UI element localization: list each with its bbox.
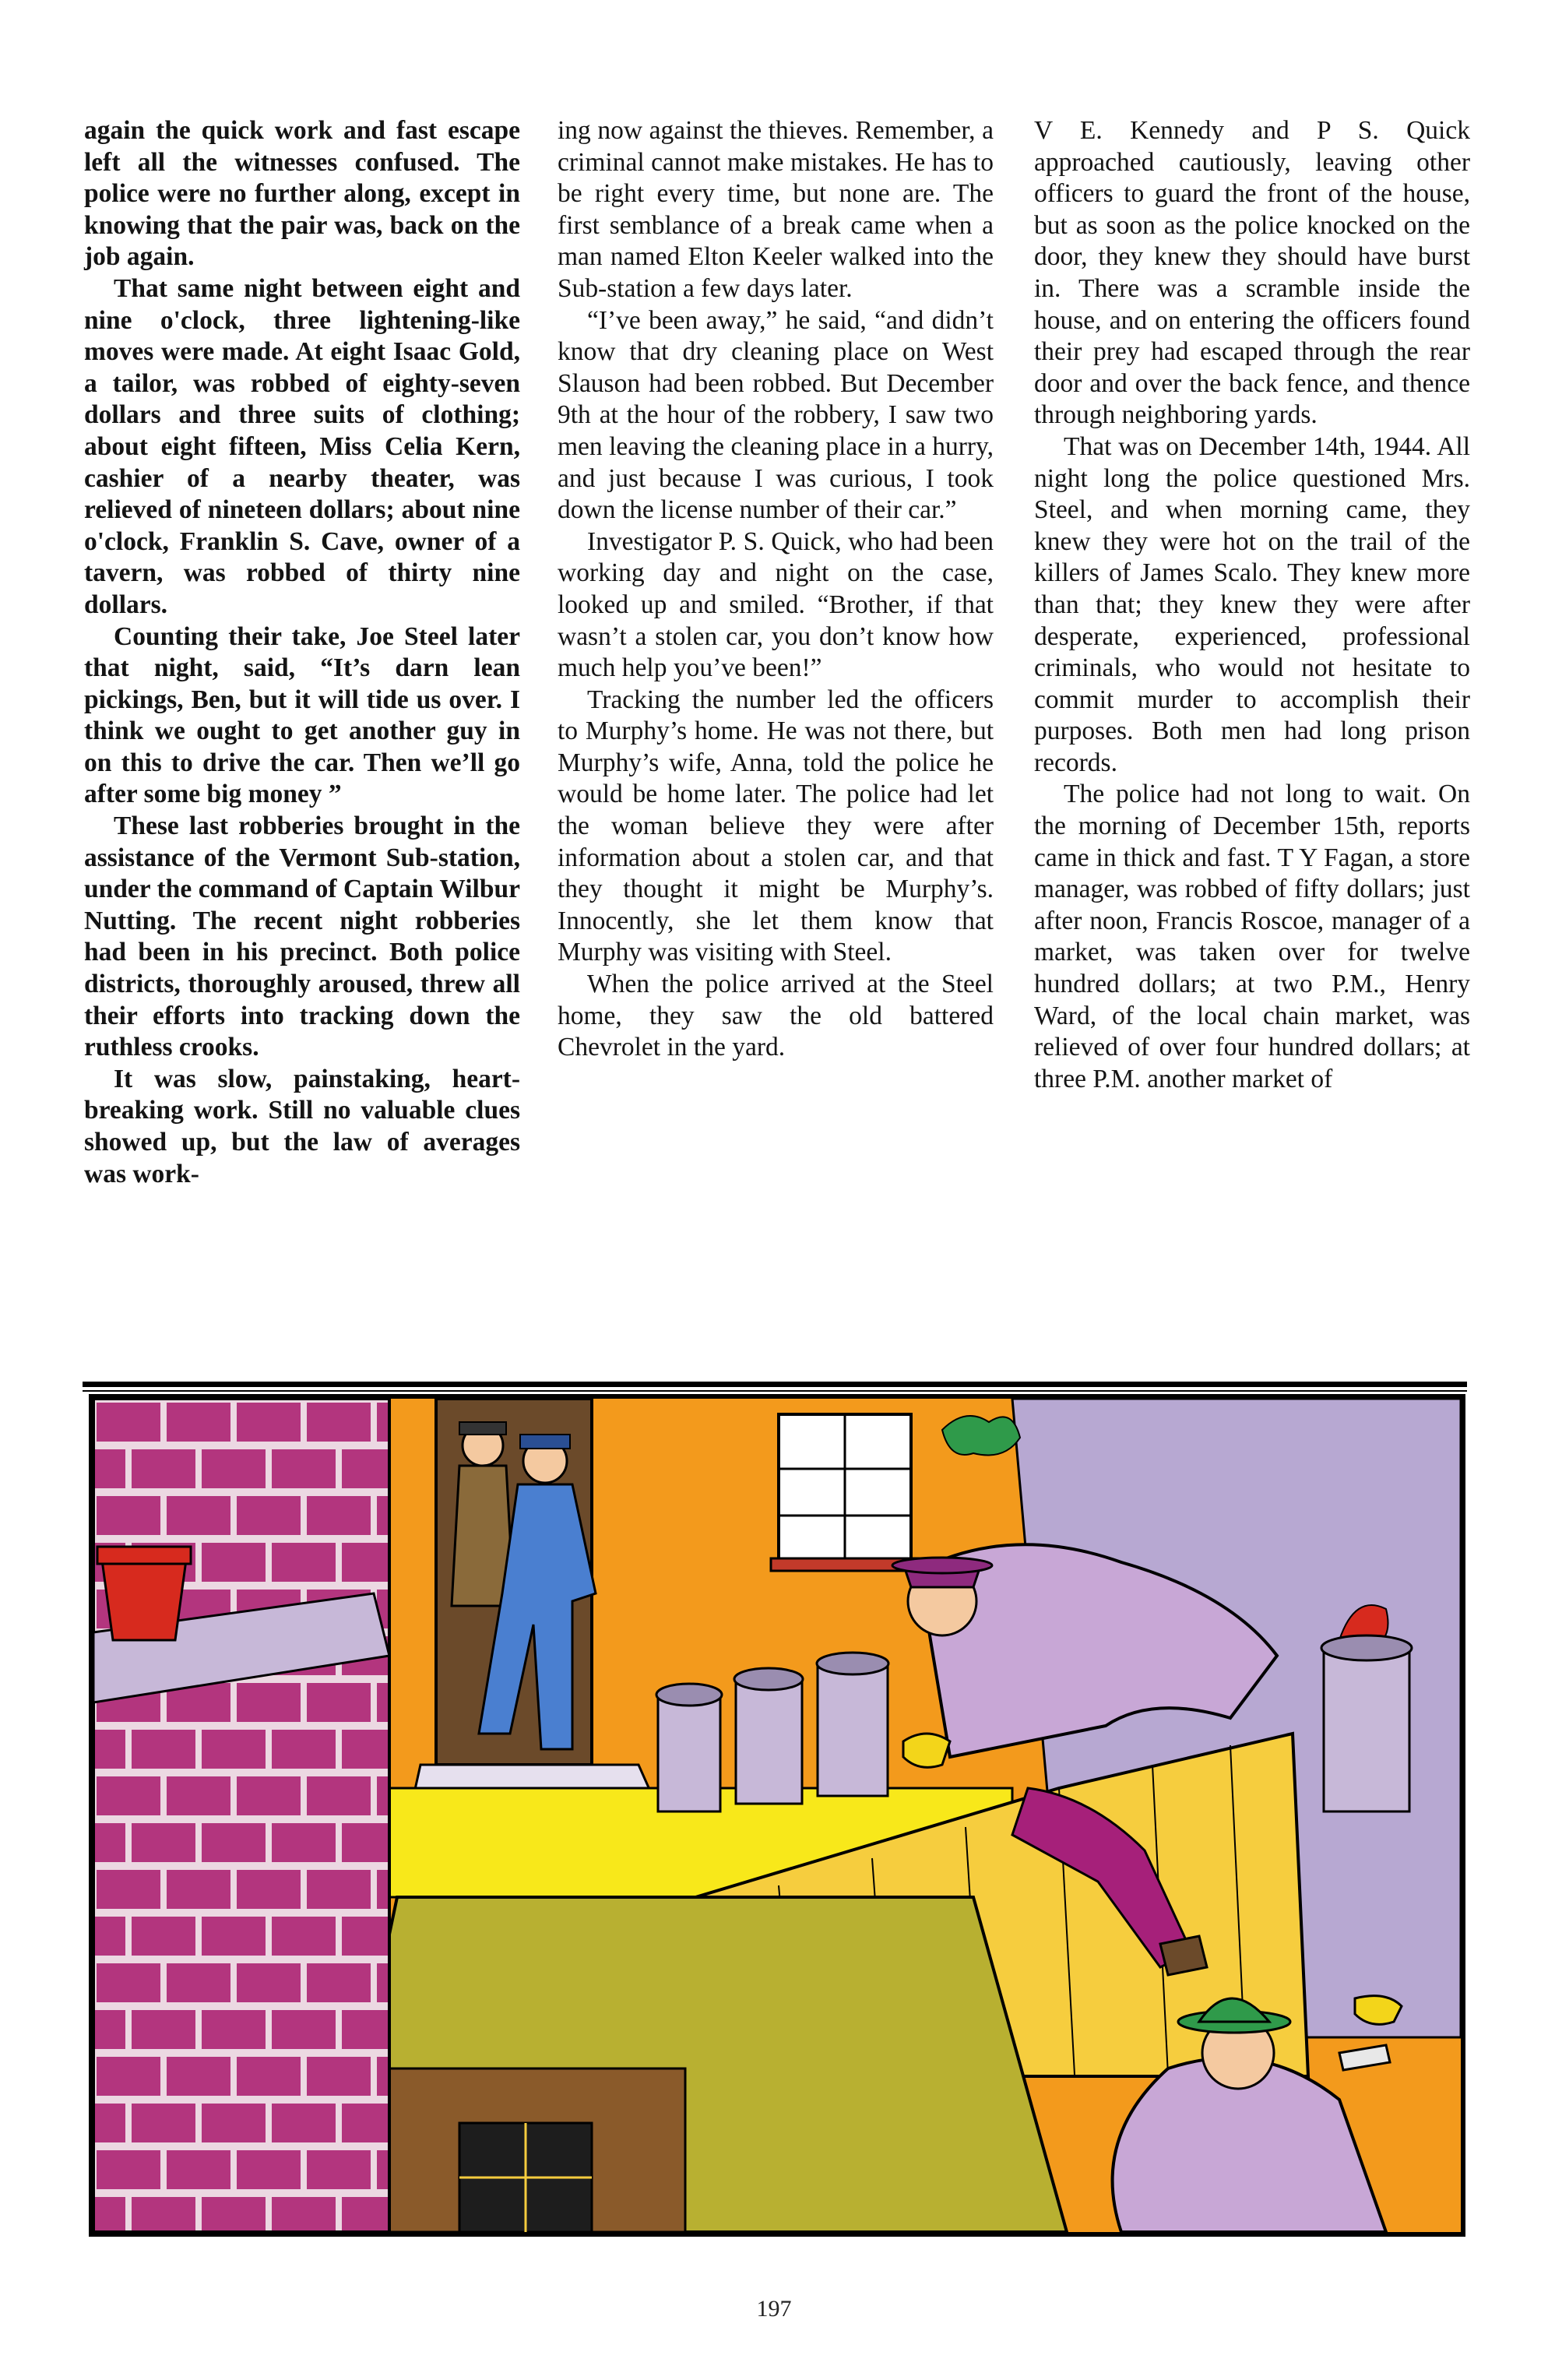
paragraph: Counting their take, Joe Steel later that night, said, “It’s darn lean pickings, Ben, but it will tide us over. I think we ought to get another guy in on this to drive the car. Then we’ll go after some big money ” [84,621,520,809]
text-column-2 [558,115,994,1064]
paragraph: That was on December 14th, 1944. All night long the police questioned Mrs. Steel, and when morning came, they knew they were hot on the trail of the killers of James Scalo. They knew more than that; they knew they were after desperate, experienced, professional criminals, who would not hesitate to commit murder to accomplish their purposes. Both men had long prison records. [1034,431,1470,777]
paragraph: When the police arrived at the Steel home, they saw the old battered Chevrolet in the yard. [558,970,994,1062]
paragraph: ing now against the thieves. Remember, a criminal cannot make mistakes. He has to be right every time, but none are. The first semblance of a break came when a man named Elton Keeler walked into the Sub-station a few days later. [558,116,994,303]
foliage [942,1416,1020,1456]
brick-wall [93,1399,389,2232]
page-number: 197 [756,2296,792,2322]
paragraph: Tracking the number led the officers to Murphy’s home. He was not there, but Murphy’s wife, Anna, told the police he would be home later. The police had let the woman believe they were after information about a stolen car, and that they thought it might be Murphy’s. Innocently, she let them know that Murphy was visiting with Steel. [558,685,994,967]
text-column-3 [1034,115,1470,1095]
paragraph: V E. Kennedy and P S. Quick approached cautiously, leaving other officers to guard the front of the house, but as soon as the police knocked on the door, they knew they should have burst in. There was a scramble inside the house, and on entering the officers found their prey had escaped through the rear door and over the back fence, and thence through neighboring yards. [1034,116,1470,430]
comic-illustration-panel [89,1394,1465,2237]
window [771,1414,919,1571]
paragraph: That same night between eight and nine o'clock, three lightening-like moves were made. At eight Isaac Gold, a tailor, was robbed of eighty-seven dollars and three suits of clothing; about eight fifteen, Miss Celia Kern, cashier of a nearby theater, was relieved of nineteen dollars; about nine o'clock, Franklin S. Cave, owner of a tavern, was robbed of thirty nine dollars. [84,273,520,619]
shed-roof [327,1897,1067,2232]
paragraph: The police had not long to wait. On the morning of December 15th, reports came in thick and fast. T Y Fagan, a store manager, was robbed of fifty dollars; just after noon, Francis Roscoe, manager of a market, was taken over for twelve hundred dollars; at two P.M., Henry Ward, of the local chain market, was relieved of over four hundred dollars; at three P.M. another market of [1034,780,1470,1093]
divider-rule [83,1382,1467,1387]
flowerpot [97,1547,191,1640]
comic-illustration [93,1399,1461,2232]
paragraph: These last robberies brought in the assistance of the Vermont Sub-station, under the command of Captain Wilbur Nutting. The recent night robberies had been in his precinct. Both police districts, thoroughly aroused, threw all their efforts into tracking down the ruthless crooks. [84,812,520,1062]
paragraph: Investigator P. S. Quick, who had been working day and night on the case, looked up and smiled. “Brother, if that wasn’t a stolen car, you don’t know how much help you’ve been!” [558,526,994,683]
divider-rule-thin [83,1390,1467,1392]
paragraph: “I’ve been away,” he said, “and didn’t know that dry cleaning place on West Slauson had been robbed. But December 9th at the hour of the robbery, I saw two men leaving the cleaning place in a hurry, and just because I was curious, I took down the license number of their car.” [558,305,994,525]
paragraph: again the quick work and fast escape left all the witnesses confused. The police were no further along, except in knowing that the pair was, back on the job again. [84,116,520,272]
text-column-1 [84,115,520,1190]
paragraph: It was slow, painstaking, heart-breaking work. Still no valuable clues showed up, but the law of averages was work- [84,1064,520,1188]
